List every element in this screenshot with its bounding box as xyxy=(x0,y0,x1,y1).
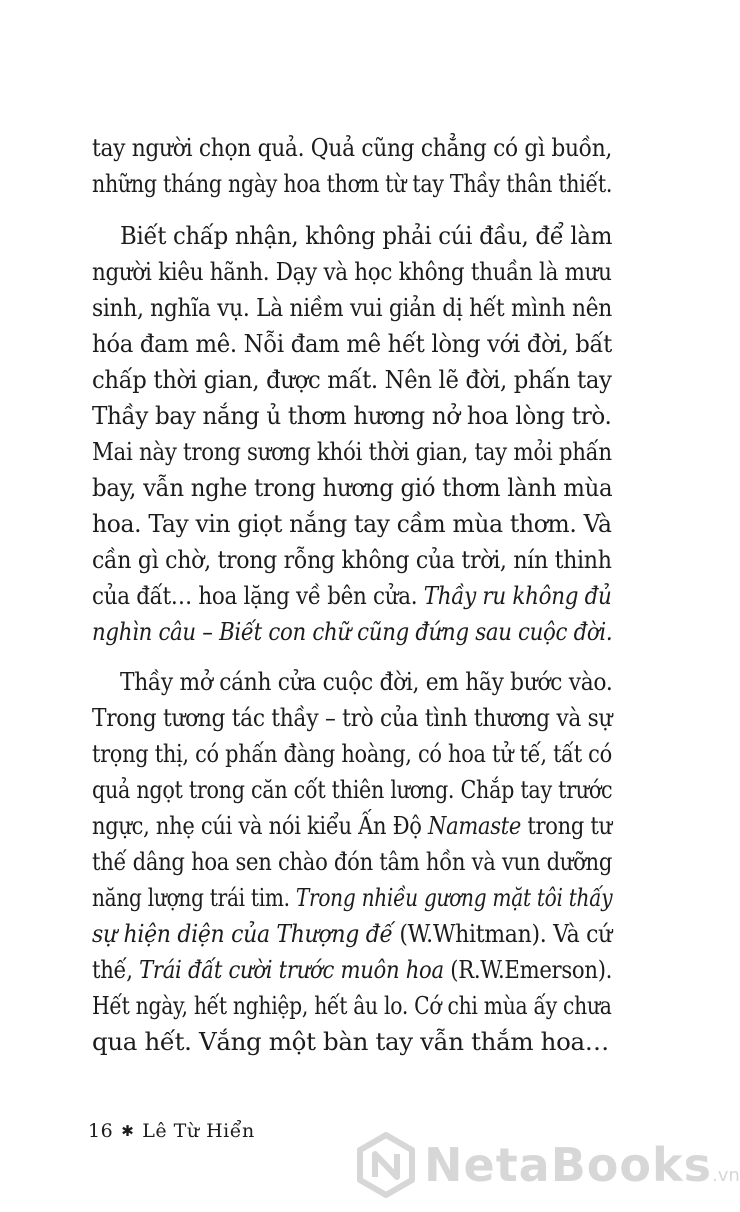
text-segment: thế, xyxy=(92,955,140,984)
text-line xyxy=(92,254,612,290)
watermark-tld: .vn xyxy=(711,1165,740,1186)
italic-text: sự hiện diện của Thượng đế xyxy=(92,919,393,948)
text-segment: hóa đam mê. Nỗi đam mê hết lòng với đời, bất xyxy=(92,329,612,358)
text-segment: thế dâng hoa sen chào đón tâm hồn và vun dưỡng xyxy=(92,847,613,876)
text-line xyxy=(92,542,612,578)
text-segment: những tháng ngày hoa thơm từ tay Thầy thân thiết. xyxy=(92,169,613,198)
text-segment: cần gì chờ, trong rỗng không của trời, nín thinh xyxy=(92,545,612,574)
italic-text: Trái đất cười trước muôn hoa xyxy=(139,955,444,984)
text-line xyxy=(92,844,613,880)
text-line xyxy=(92,700,613,736)
text-line xyxy=(92,808,612,844)
text-segment: năng lượng trái tim. xyxy=(92,883,296,912)
author-name: Lê Từ Hiển xyxy=(142,1120,255,1142)
text-segment: quả ngọt trong căn cốt thiên lương. Chắp tay trước xyxy=(92,775,613,804)
text-segment: Hết ngày, hết nghiệp, hết âu lo. Cớ chi mùa ấy chưa xyxy=(92,991,612,1020)
footer-separator-icon: ✱ xyxy=(121,1122,135,1140)
text-line xyxy=(92,614,613,650)
text-segment: qua hết. Vắng một bàn tay vẫn thắm hoa… xyxy=(92,1027,609,1056)
watermark xyxy=(356,1128,740,1204)
text-segment: tay người chọn quả. Quả cũng chẳng có gì buồn, xyxy=(92,133,613,162)
text-segment: ngực, nhẹ cúi và nói kiểu Ấn Độ xyxy=(92,811,429,840)
page-footer xyxy=(88,1118,255,1145)
italic-text: Thầy ru không đủ xyxy=(423,581,612,610)
text-segment: Thầy mở cánh cửa cuộc đời, em hãy bước vào. xyxy=(120,667,613,696)
text-segment: hoa. Tay vin giọt nắng tay cầm mùa thơm. Và xyxy=(92,509,612,538)
text-segment: Biết chấp nhận, không phải cúi đầu, để làm xyxy=(120,221,613,250)
text-segment: (R.W.Emerson). xyxy=(443,955,613,984)
text-line xyxy=(92,434,612,470)
text-segment: trọng thị, có phấn đàng hoàng, có hoa tử tế, tất có xyxy=(92,739,612,768)
text-segment: của đất… hoa lặng về bên cửa. xyxy=(92,581,424,610)
text-line xyxy=(92,470,613,506)
page-number: 16 xyxy=(88,1120,114,1142)
italic-text: nghìn câu – Biết con chữ cũng đứng sau cuộc đời. xyxy=(92,617,613,646)
text-line xyxy=(92,916,612,952)
text-segment: bay, vẫn nghe trong hương gió thơm lành mùa xyxy=(92,473,613,502)
text-line xyxy=(92,736,612,772)
text-segment: chấp thời gian, được mất. Nên lẽ đời, phấn tay xyxy=(92,365,612,394)
italic-text: Trong nhiều gương mặt tôi thấy xyxy=(295,883,613,912)
text-line xyxy=(92,988,612,1024)
italic-text: Namaste xyxy=(428,811,522,840)
text-segment: trong tư xyxy=(521,811,612,840)
text-segment: sinh, nghĩa vụ. Là niềm vui giản dị hết mình nên xyxy=(92,293,612,322)
text-line xyxy=(92,1024,612,1060)
text-line xyxy=(92,362,612,398)
text-line xyxy=(92,166,613,202)
text-line xyxy=(92,398,612,434)
watermark-text xyxy=(424,1138,740,1192)
text-segment: người kiêu hãnh. Dạy và học không thuần là mưu xyxy=(92,257,612,286)
text-segment: (W.Whitman). Và cứ xyxy=(392,919,612,948)
text-line xyxy=(92,326,612,362)
text-line xyxy=(120,218,613,254)
text-line xyxy=(92,952,613,988)
watermark-brand: NetaBooks xyxy=(424,1138,712,1192)
text-line xyxy=(120,664,613,700)
text-line xyxy=(92,506,612,542)
text-line xyxy=(92,290,612,326)
text-line xyxy=(92,578,612,614)
text-segment: Trong tương tác thầy – trò của tình thương và sự xyxy=(92,703,613,732)
text-line xyxy=(92,880,613,916)
text-line xyxy=(92,772,613,808)
text-line xyxy=(92,130,613,166)
text-segment: Thầy bay nắng ủ thơm hương nở hoa lòng trò. xyxy=(92,401,612,430)
netabooks-logo-icon xyxy=(356,1132,416,1198)
text-segment: Mai này trong sương khói thời gian, tay mỏi phấn xyxy=(92,437,612,466)
